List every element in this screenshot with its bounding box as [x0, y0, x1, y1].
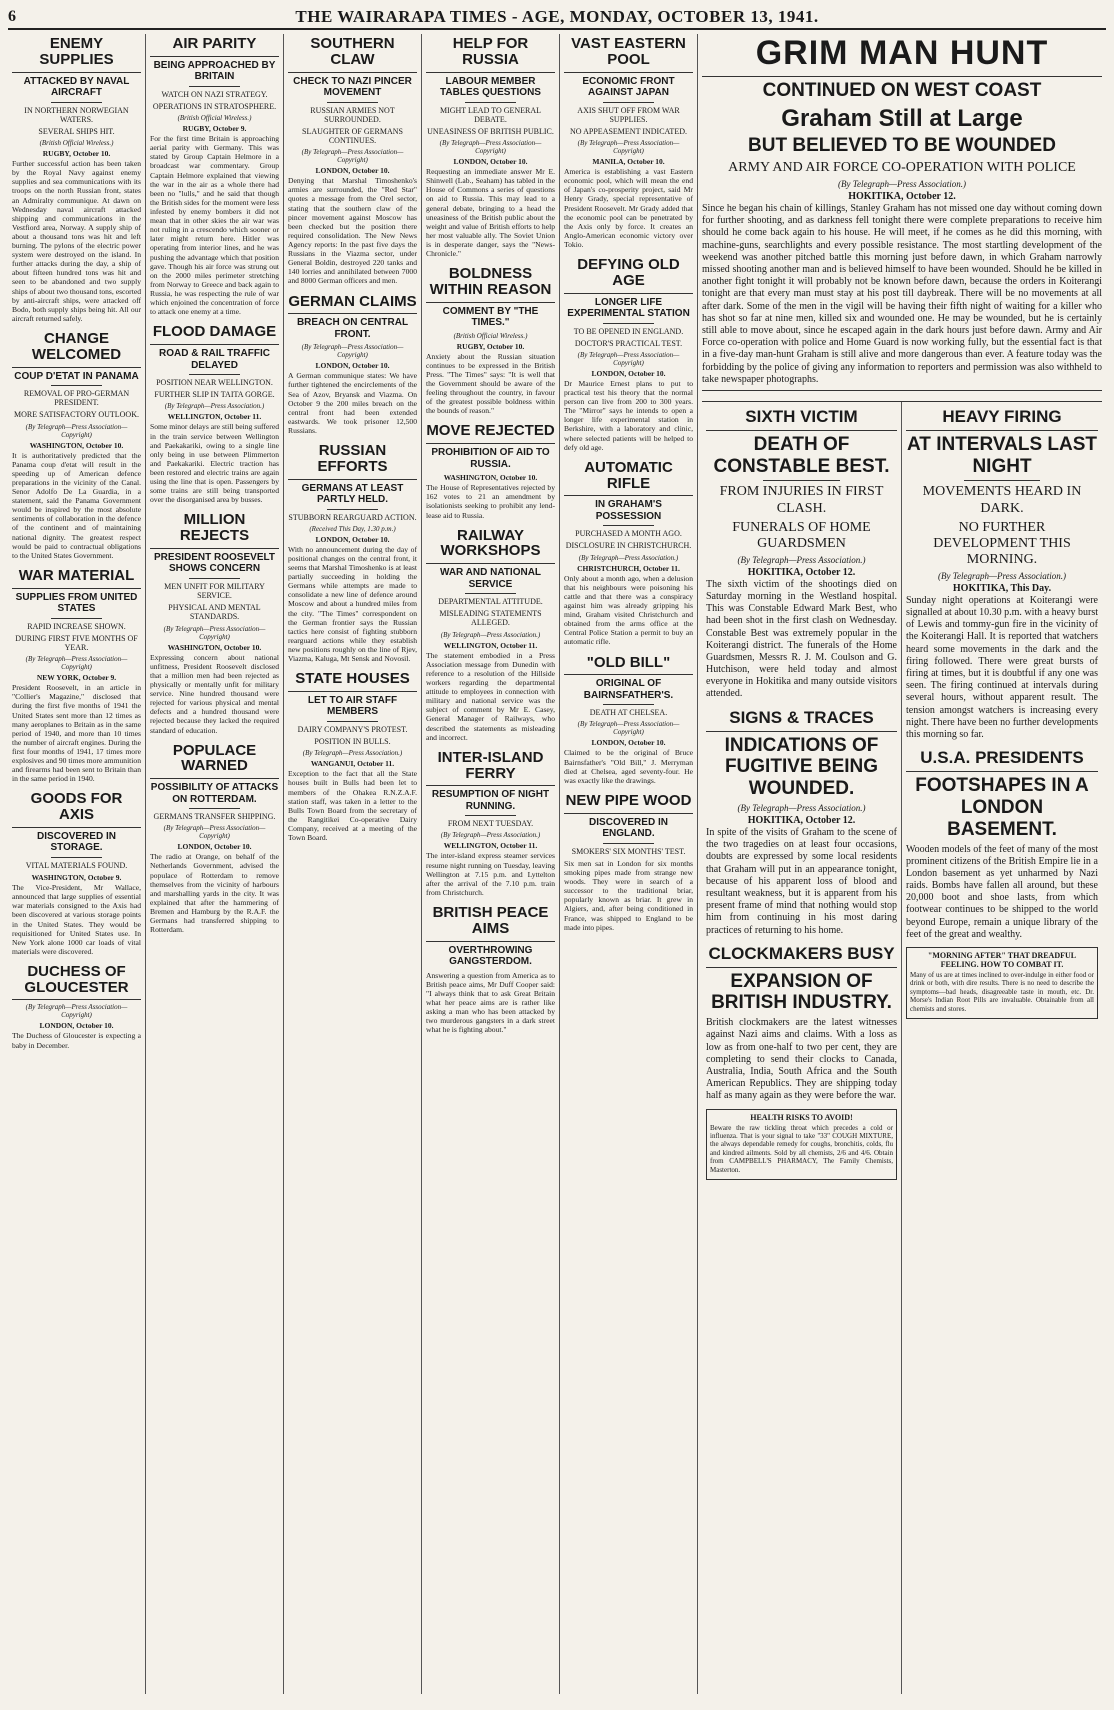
article-subheading: PURCHASED A MONTH AGO. — [575, 529, 682, 539]
article-credit: (By Telegraph—Press Association—Copyright) — [439, 139, 542, 156]
article-subheading: MISLEADING STATEMENTS ALLEGED. — [439, 609, 542, 628]
article-credit: (By Telegraph—Press Association—Copyright) — [163, 824, 266, 841]
article — [564, 653, 693, 785]
article-subheading: MIGHT LEAD TO GENERAL DEBATE. — [439, 105, 542, 124]
article-headline: RAILWAY WORKSHOPS — [426, 526, 555, 565]
article — [564, 255, 693, 452]
article-credit: (British Official Wireless.) — [39, 139, 114, 148]
article-dateline: LONDON, October 10. — [39, 1021, 114, 1031]
article — [12, 34, 141, 323]
article-subheading: FURTHER SLIP IN TAITA GORGE. — [154, 390, 275, 400]
divider — [51, 618, 103, 619]
lower-right-column — [902, 402, 1102, 1694]
article — [906, 406, 1098, 741]
article-headline: SOUTHERN CLAW — [288, 34, 417, 73]
article-subheading: POSSIBILITY OF ATTACKS ON ROTTERDAM. — [150, 782, 279, 805]
article-subheading: POSITION NEAR WELLINGTON. — [156, 378, 273, 388]
article-body: The radio at Orange, on behalf of the Netherlands Government, advised the populace of Rotterdam to remove themselves from the vicinity of harbours and marshalling yards in the city. It was explained that after the hammering of Bremen and Hamburg by the R.A.F. the Germans had transferred shipping to Rotterdam. — [150, 852, 279, 935]
article — [12, 566, 141, 784]
article — [150, 741, 279, 935]
article-subheading: FROM NEXT TUESDAY. — [447, 819, 534, 829]
article-dateline: WASHINGTON, October 9. — [31, 873, 122, 883]
lower-left-column — [702, 402, 902, 1694]
article-dateline: LONDON, October 10. — [315, 166, 390, 176]
article-subheading: WATCH ON NAZI STRATEGY. — [161, 89, 268, 99]
article — [564, 791, 693, 932]
article-subheading: PHYSICAL AND MENTAL STANDARDS. — [168, 603, 261, 622]
article-dateline: HOKITIKA, October 12. — [747, 815, 856, 827]
article — [564, 34, 693, 249]
divider — [763, 480, 839, 481]
article-headline: DUCHESS OF GLOUCESTER — [12, 962, 141, 1001]
article-dateline: HOKITIKA, October 12. — [848, 191, 956, 203]
article-body: The sixth victim of the shootings died on Saturday morning in the Westland hospital. This was Constable Edward Mark Best, who had been shot in the first clash on Wednesday. Constable Best was extremely popular in the Koiterangi district. The funerals of the Home Guardsmen, Messrs R. J. M. Coulson and G. Hutchison, were held today and almost everyone in Hokitika and many outside visitors attended. — [706, 578, 897, 700]
article-credit: (By Telegraph—Press Association—Copyright) — [577, 139, 680, 156]
article-subheading: UNEASINESS OF BRITISH PUBLIC. — [427, 126, 554, 136]
article-credit: (Received This Day, 1.30 p.m.) — [309, 524, 396, 533]
article-body: Dr Maurice Ernest plans to put to practical test his theory that the normal person can live from 200 to 300 years. The "Mirror" says he intends to open a longer life experimental station in Berkshire, with a laboratory and clinic, where selected patients will be helped to defy old age. — [564, 378, 693, 452]
article — [426, 526, 555, 742]
article-headline: GERMAN CLAIMS — [288, 292, 417, 315]
article-body: President Roosevelt, in an article in "Collier's Magazine," disclosed that during the first five months of 1941 the United States sent more than 12 times as many aeroplanes to Britain as in the same period of 1940, and more than 10 times the number of aircraft engines. During the first four months of 1941, 17 times more explosives and 90 times more ammunition and firearms had been sent to Britain than in the same period in 1940. — [12, 683, 141, 784]
article-body: The statement embodied in a Press Association message from Dunedin with reference to a resolution of the Hillside workers regarding the departmental attitude to employees in connection with military and national service was the subject of comment by Mr E. Casey, General Manager of Railways, who described the statements as misleading and incorrect. — [426, 650, 555, 742]
article-headline: AIR PARITY — [150, 34, 279, 57]
advertisement — [906, 947, 1098, 1019]
article-subheading: FROM INJURIES IN FIRST CLASH. — [719, 484, 884, 516]
article-dateline: RUGBY, October 10. — [42, 149, 111, 159]
article-subheading: ATTACKED BY NAVAL AIRCRAFT — [23, 75, 130, 98]
article-headline: SIGNS & TRACES — [706, 707, 897, 732]
article-credit: (By Telegraph—Press Association—Copyright) — [163, 624, 266, 641]
article-dateline: WASHINGTON, October 10. — [29, 440, 124, 450]
article-dateline: WELLINGTON, October 11. — [443, 841, 538, 851]
article-subheading: IN GRAHAM'S POSSESSION — [595, 499, 662, 522]
article-headline: POPULACE WARNED — [150, 741, 279, 780]
column-2 — [146, 34, 284, 1694]
article-headline: WAR MATERIAL — [12, 566, 141, 589]
article-headline: BOLDNESS WITHIN REASON — [426, 264, 555, 303]
article — [706, 707, 897, 937]
article-subheading: AT INTERVALS LAST NIGHT — [907, 433, 1097, 477]
article — [150, 510, 279, 734]
divider — [327, 509, 379, 510]
article-subheading: MEN UNFIT FOR MILITARY SERVICE. — [164, 581, 265, 601]
ad-text: Many of us are at times inclined to over-indulge in either food or drink or both, with dire results. There is no need to describe the symptoms—bad heads, disagreeable taste in mouth, etc. Dr. Morse's Indian Root Pills are invaluable. Obtainable from all chemists and stores. — [910, 971, 1094, 1013]
article-body: America is establishing a vast Eastern economic pool, which will mean the end of Japan's co-prosperity project, said Mr Henry Grady, special representative of President Roosevelt. Mr Grady added that the economic pool can be penetrated by the Axis only by force. It creates an Anglo-American economic victory over Tokio. — [564, 167, 693, 249]
article-subheading: SLAUGHTER OF GERMANS CONTINUES. — [302, 126, 403, 146]
article — [288, 292, 417, 436]
article-credit: (By Telegraph—Press Association—Copyright) — [301, 148, 404, 165]
article-subheading: DEATH AT CHELSEA. — [589, 708, 668, 718]
columns — [8, 34, 1106, 1694]
article-dateline: LONDON, October 10. — [591, 368, 666, 378]
article — [426, 748, 555, 897]
article — [288, 441, 417, 663]
article-credit: (By Telegraph—Press Association.) — [440, 630, 541, 639]
article-dateline: HOKITIKA, This Day. — [952, 582, 1052, 594]
divider — [189, 374, 241, 375]
divider — [51, 102, 103, 103]
article-subheading: DISCOVERED IN STORAGE. — [37, 830, 116, 854]
article — [564, 458, 693, 647]
article-credit: (By Telegraph—Press Association.) — [737, 803, 866, 814]
article — [426, 34, 555, 258]
article-subheading: DISCOVERED IN ENGLAND. — [589, 816, 668, 840]
divider — [327, 102, 379, 103]
article-headline: GRIM MAN HUNT — [702, 34, 1102, 77]
article-headline: U.S.A. PRESIDENTS — [906, 747, 1098, 772]
article-subheading: MORE SATISFACTORY OUTLOOK. — [14, 410, 139, 420]
column-4 — [422, 34, 560, 1694]
article-headline: VAST EASTERN POOL — [564, 34, 693, 73]
article-subheading: GERMANS AT LEAST PARTLY HELD. — [301, 482, 404, 506]
article-body: The Vice-President, Mr Wallace, announced that large supplies of essential war materials consigned to the Axis had been discovered at various storage points in the United States. They would be requisitioned for United States use. In New York alone 1000 car loads of vital materials were discovered. — [12, 883, 141, 956]
article-headline: CHANGE WELCOMED — [12, 329, 141, 368]
article-subheading: POSITION IN BULLS. — [314, 737, 391, 747]
article-subheading: FUNERALS OF HOME GUARDSMEN — [732, 519, 871, 551]
article-body: The inter-island express steamer services resume night running on Tuesday, leaving Wellington at 7.15 p.m. and Lyttelton after the arrival of the 7.10 p.m. train from Christchurch. — [426, 851, 555, 897]
article — [426, 903, 555, 1034]
article-subheading: RUSSIAN ARMIES NOT SURROUNDED. — [310, 105, 395, 124]
article-headline: NEW PIPE WOOD — [564, 791, 693, 814]
article-dateline: WELLINGTON, October 11. — [167, 412, 262, 422]
article-subheading: COUP D'ETAT IN PANAMA — [14, 370, 139, 382]
article-credit: (By Telegraph—Press Association—Copyright) — [25, 655, 128, 672]
column-3 — [284, 34, 422, 1694]
article-dateline: WELLINGTON, October 11. — [443, 640, 538, 650]
article-credit: (By Telegraph—Press Association—Copyright) — [301, 343, 404, 360]
article-dateline: LONDON, October 10. — [315, 534, 390, 544]
article-body: Claimed to be the original of Bruce Bairnsfather's "Old Bill," J. Merryman died at Chelsea, aged seventy-four. He was exactly like the drawings. — [564, 748, 693, 785]
divider — [51, 385, 103, 386]
advertisement — [706, 1109, 897, 1180]
article-subheading: OPERATIONS IN STRATOSPHERE. — [152, 101, 277, 111]
article-credit: (By Telegraph—Press Association.) — [737, 554, 866, 565]
article-body: Some minor delays are still being suffered in the train service between Wellington and Paekakariki, owing to a single line only being in use between Plimmerton and Paekakariki. Electric traction has been restored and electric trains are again using the line that is open. Passengers by some trains are still being transported over the disorganised area by busses. — [150, 422, 279, 505]
article-credit: (By Telegraph—Press Association.) — [938, 570, 1066, 581]
article-body: In spite of the visits of Graham to the scene of the two tragedies on at least four occasions, doubts are expressed by some local residents that Graham will put in an appearance tonight, because of his apparent loss of blood and resultant weakness, but it is apparent from his present frame of mind that nothing would stop him from continuing in his most daring practices of returning to his home. — [706, 827, 897, 936]
article-subheading: DISCLOSURE IN CHRISTCHURCH. — [565, 541, 692, 551]
article-credit: (By Telegraph—Press Association.) — [578, 553, 679, 562]
article — [288, 669, 417, 842]
article-subheading: STUBBORN REARGUARD ACTION. — [288, 512, 417, 522]
article-credit: (By Telegraph—Press Association—Copyright) — [577, 720, 680, 737]
divider — [189, 578, 241, 579]
article-credit: (British Official Wireless.) — [453, 331, 528, 340]
article-subheading: LET TO AIR STAFF MEMBERS — [307, 694, 398, 718]
article-subheading: DOCTOR'S PRACTICAL TEST. — [574, 338, 683, 348]
article-subheading: DEATH OF CONSTABLE BEST. — [713, 433, 890, 477]
divider — [327, 721, 379, 722]
article-subheading: DEPARTMENTAL ATTITUDE. — [438, 597, 543, 607]
article-subheading: PRESIDENT ROOSEVELT SHOWS CONCERN — [154, 551, 275, 575]
divider — [51, 857, 103, 858]
article — [426, 421, 555, 519]
ad-text: Beware the raw tickling throat which precedes a cold or influenza. That is your signal to take "33" COUGH MIXTURE, the always dependable remedy for coughs, bronchitis, colds, flu and kindred ailments. Sold by all chemists, 2/6 and 4/6. Obtain from CAMPBELL'S PHARMACY, The Family Chemists, Masterton. — [710, 1123, 893, 1174]
article-headline: DEFYING OLD AGE — [564, 255, 693, 294]
article-headline: HEAVY FIRING — [906, 406, 1098, 431]
article-body: The Duchess of Gloucester is expecting a baby in December. — [12, 1031, 141, 1050]
article-body: Answering a question from America as to British peace aims, Mr Duff Cooper said: "I always think that to ask Great Britain what her peace aims are is rather like asking a man who has been attacked by two murderous gangsters in a dark street what he is fighting about." — [426, 970, 555, 1035]
article-dateline: RUGBY, October 9. — [182, 124, 247, 134]
lead-article — [702, 34, 1102, 391]
article-headline: CLOCKMAKERS BUSY — [706, 943, 897, 968]
article-subheading: LABOUR MEMBER TABLES QUESTIONS — [440, 75, 541, 98]
article-credit: (By Telegraph—Press Association—Copyright) — [25, 1003, 128, 1020]
article-subheading: FOOTSHAPES IN A LONDON BASEMENT. — [915, 774, 1089, 840]
article-credit: (By Telegraph—Press Association—Copyright) — [25, 422, 128, 439]
article-subheading: SUPPLIES FROM UNITED STATES — [15, 591, 138, 615]
article-dateline: WASHINGTON, October 10. — [167, 642, 262, 652]
newspaper-page — [8, 6, 1106, 1696]
column-1 — [8, 34, 146, 1694]
article-subheading: ARMY AND AIR FORCE CO-OPERATION WITH POLICE — [728, 159, 1076, 175]
article-subheading: ORIGINAL OF BAIRNSFATHER'S. — [583, 678, 674, 701]
article-dateline: NEW YORK, October 9. — [36, 673, 117, 683]
article-headline: BRITISH PEACE AIMS — [426, 903, 555, 942]
article-dateline: RUGBY, October 10. — [456, 341, 525, 351]
article-body: Expressing concern about national unfitness, President Roosevelt disclosed that a million men had been rejected as physically or mentally unfit for military service. Nine hundred thousand were rejected for various physical and mental defects and a hundred thousand were rejected because they lacked the required standard of education. — [150, 652, 279, 735]
article-body: Denying that Marshal Timoshenko's armies are surrounded, the "Red Star" quotes a message from the Orel sector, stating that the southern claw of the pincer movement against Moscow has been checked but the position there required consolidation. The New News Agency reports: In the past five days the Russians in the Viazma sector, under General Boldin, destroyed 220 tanks and 140 lorries and annihilated between 7000 and 8000 German officers and men. — [288, 176, 417, 286]
column-5 — [560, 34, 698, 1694]
article — [426, 264, 555, 415]
article-body: The House of Representatives rejected by 162 votes to 21 an amendment by isolationists seeking to prohibit any lend-lease aid to Russia. — [426, 483, 555, 520]
article-body: Requesting an immediate answer Mr E. Shinwell (Lab., Seaham) has tabled in the House of Commons a series of questions on aid to Russia. This may lead to a general debate, bringing to a head the uneasiness of the British public about the weight and value of British efforts to help her most valuable ally. The Soviet Union is in desperate danger, says the "News-Chronicle." — [426, 167, 555, 259]
newspaper-title: THE WAIRARAPA TIMES - AGE, MONDAY, OCTOBER 13, 1941. — [295, 7, 819, 26]
article-dateline: LONDON, October 10. — [315, 361, 390, 371]
article-headline: INTER-ISLAND FERRY — [426, 748, 555, 787]
article-dateline: LONDON, October 10. — [453, 157, 528, 167]
divider — [603, 323, 655, 324]
article-credit: (By Telegraph—Press Association.) — [838, 179, 966, 190]
article-headline: AUTOMATIC RIFLE — [564, 458, 693, 497]
article-dateline: HOKITIKA, October 12. — [747, 566, 856, 578]
article-body: Exception to the fact that all the State houses built in Bulls had been let to members of the Ohakea R.N.Z.A.F. station staff, was taken in a letter to the Bulls Town Board from the secretary of the Rangitikei Co-operative Dairy Company, received at a meeting of the Town Board. — [288, 769, 417, 843]
article-body: Wooden models of the feet of many of the most prominent citizens of the British Empire lie in a London basement as yet unharmed by Nazi raids. Bombs have fallen all around, but these 20,000 boot and shoe lasts, from which footwear continues to be shipped to the world beyond Europe, remain a unique library of the feet of the great and wealthy. — [906, 843, 1098, 940]
article — [150, 34, 279, 316]
article-credit: (By Telegraph—Press Association.) — [440, 831, 541, 840]
article-subheading: NO APPEASEMENT INDICATED. — [570, 126, 687, 136]
article-subheading: TO BE OPENED IN ENGLAND. — [573, 326, 684, 336]
article-body: Only about a month ago, when a delusion that his neighbours were poisoning his cattle and that there was a conspiracy against him was already gripping his mind, Graham visited Christchurch and obtained from the arms office at the Central Police Station a permit to buy an automatic rifle. — [564, 573, 693, 647]
article-headline: RUSSIAN EFFORTS — [288, 441, 417, 480]
article-subheading: REMOVAL OF PRO-GERMAN PRESIDENT. — [23, 389, 130, 408]
article-subheading: NO FURTHER DEVELOPMENT THIS MORNING. — [933, 519, 1071, 567]
article-headline: GOODS FOR AXIS — [12, 789, 141, 828]
masthead — [8, 6, 1106, 30]
article-subheading: EXPANSION OF BRITISH INDUSTRY. — [711, 970, 892, 1014]
article — [706, 406, 897, 701]
article-credit: (By Telegraph—Press Association—Copyright) — [577, 350, 680, 367]
ad-heading: "MORNING AFTER" THAT DREADFUL FEELING. HOW TO COMBAT IT. — [927, 951, 1077, 969]
article-subheading: BREACH ON CENTRAL FRONT. — [296, 317, 409, 340]
article-subheading: AXIS SHUT OFF FROM WAR SUPPLIES. — [577, 105, 680, 124]
article-headline: MOVE REJECTED — [426, 421, 555, 444]
article-subheading: SMOKERS' SIX MONTHS' TEST. — [571, 846, 686, 856]
article-body: Since he began his chain of killings, Stanley Graham has not missed one day without coming down for further shooting, and as darkness fell tonight there were complete preparations to receive him should he come back again to his house. He will meet, if he comes as he did this morning, with machine-guns, searchlights and every possible resistance. The most startling development of the weekend was another pitched battle this morning just before dawn, in which Graham narrowly missed shooting another man and is believed himself to have been wounded. Should he be killed in another fight tonight it will probably not be known before dawn, because the orders in Koiterangi tonight are that every man must stay at his post till daybreak. There will be no movements at all after dark. Some of the men in the vigil will be having their fifth night of waiting for a killer who has shot so far at nine men, killed six and wounded one. He may be wounded, but he is certainly still able to move about, since he escaped again in the dark hours just before dawn. Army and Air Force co-operation with police and Home Guard is now working fully, but the essential fact is that in a five-day man-hunt Graham is still alive and more dangerous than ever. A feature today was the forbidding by the police of giving any information to reporters and permission was also withheld to take newspaper photographs. — [702, 203, 1102, 385]
divider — [603, 102, 655, 103]
article-headline: MILLION REJECTS — [150, 510, 279, 549]
article-body: Six men sat in London for six months smoking pipes made from strange new woods. They were in search of a successor to the traditional briar, popularly known as briar. It grew in Algiers, and, after being conditioned in France, was shipped to England to be made into pipes. — [564, 858, 693, 932]
article-body: Anxiety about the Russian situation continues to be expressed in the British Press. "The Times" says: "It is well that the Government should be aware of the feeling throughout the country, in favour of the greatest possible boldness within the bounds of reason." — [426, 351, 555, 416]
article-subheading: ROAD & RAIL TRAFFIC DELAYED — [159, 348, 270, 371]
article-subheading: BEING APPROACHED BY BRITAIN — [153, 59, 276, 83]
article-subheading: ECONOMIC FRONT AGAINST JAPAN — [582, 75, 675, 98]
article-credit: (By Telegraph—Press Association.) — [164, 402, 265, 411]
article-body: Further successful action has been taken by the Royal Navy against enemy supplies and sea communications with its troops on the north Russian front, states an Admiralty communique. At dawn on Wednesday naval aircraft attacked shipping and communications in the Vestfiord area, Norway. A supply ship of about a thousand tons was hit and left burning. The pylons of the electric power system were destroyed on the island. In further attacks during the day, a ship of about fifteen hundred tons was hit and seen to be abandoned and two supply ships of about two thousand tons, escorted by anti-aircraft ships, were attacked off Bodo, both supply ships being hit. All our aircraft returned safely. — [12, 159, 141, 323]
article-subheading: DURING FIRST FIVE MONTHS OF YEAR. — [15, 633, 138, 653]
article-subheading: Graham Still at Large — [781, 104, 1023, 132]
article-body: A German communique states: We have further tightened the encirclements of the Sea of Azov, Bryansk and Viazma. On October 9 the 200 miles breach on the central front had been extended eastwards. We took prisoner 12,500 Russians. — [288, 371, 417, 435]
article-subheading: DAIRY COMPANY'S PROTEST. — [297, 724, 408, 734]
divider — [603, 843, 655, 844]
article-headline: HELP FOR RUSSIA — [426, 34, 555, 73]
article — [706, 943, 897, 1103]
article-subheading: GERMANS TRANSFER SHIPPING. — [153, 812, 276, 822]
article-body: With no announcement during the day of positional changes on the central front, it seems that Marshal Timoshenko is at least partially succeeding in holding the Germans while attempts are made to consolidate a new line of defence around Moscow and about a hundred miles from the city. "The Times" correspondent on the German frontier says the Russian tactics here consist of fighting stubborn rearguard actions while they establish new positions roughly on the line of Rjev, Viazma, Kaluga, Mt Sensk and Novosil. — [288, 544, 417, 664]
article-dateline: WANGANUI, October 11. — [310, 759, 395, 769]
article-dateline: MANILA, October 10. — [592, 157, 665, 167]
article-subheading: CHECK TO NAZI PINCER MOVEMENT — [293, 75, 412, 98]
article-body: Sunday night operations at Koiterangi were signalled at about 10.30 p.m. with a heavy burst of Lewis and tommy-gun fire in the vicinity of the Koiterangi Hall. It is reported that watchers heard some movements in the dark and the firing followed. There were great bursts of firing at times, but it is doubtful if any one was seen. The firing continued at intervals during several hours, without apparent result. The tension amongst watchers is increasing every night. There have been no further developments this morning so far. — [906, 594, 1098, 740]
divider — [189, 86, 241, 87]
article-body: British clockmakers are the latest witnesses against Nazi aims and claims. With a loss as low as from one-half to two per cent, they are completing to send their clocks to Canada, Australia, India, South Africa and the South American Republics. They are shipping today half as many again as they were before the war. — [706, 1017, 897, 1102]
article — [12, 329, 141, 560]
article-dateline: CHRISTCHURCH, October 11. — [577, 563, 680, 573]
article — [12, 789, 141, 956]
article-subheading: INDICATIONS OF FUGITIVE BEING WOUNDED. — [724, 734, 879, 800]
article-headline: FLOOD DAMAGE — [150, 322, 279, 345]
article-subheading: MOVEMENTS HEARD IN DARK. — [922, 484, 1082, 516]
article-headline: ENEMY SUPPLIES — [12, 34, 141, 73]
ad-heading: HEALTH RISKS TO AVOID! — [750, 1112, 853, 1122]
article-subheading: COMMENT BY "THE TIMES." — [442, 305, 539, 329]
column-wide — [698, 34, 1106, 1694]
divider — [603, 704, 655, 705]
divider — [189, 808, 241, 809]
article-dateline: LONDON, October 10. — [591, 738, 666, 748]
article-dateline: LONDON, October 10. — [177, 842, 252, 852]
divider — [465, 102, 517, 103]
divider — [603, 525, 655, 526]
divider — [465, 815, 517, 816]
article — [12, 962, 141, 1050]
article-subheading: BUT BELIEVED TO BE WOUNDED — [748, 135, 1056, 157]
article-headline: SIXTH VICTIM — [706, 406, 897, 431]
article-body: It is authoritatively predicted that the Panama coup d'etat will result in the speeding up of American defence preparations in the vicinity of the Canal. Senor Adolfo De La Guardia, in a statement, said the Panama Government would be inspired by the most absolute sentiments of collaboration in the defence of the continent and of maintaining national dignity. The greatest respect would be paid to contractual obligations to the United States Government. — [12, 450, 141, 560]
divider — [964, 480, 1041, 481]
article-body: For the first time Britain is approaching aerial parity with Germany. This was stated by Group Captain Helmore in a broadcast war commentary. Group Captain Helmore explained that viewing the war in the air as a whole there had been no "lulls," and he said that though the British sides for the moment were less infested by enemy bombers it did not mean that in other skies the air war was not ruling in a crescendo which sooner or later might return here. Hitler was operating from interior lines, and he was pushing the advantage which that position gave. Though his air force was strung out on the 2000 miles perimeter stretching from Norway to Greece and back again to Russia, he was respecting the rule of war which enjoined the concentration of force to attack one enemy at a time. — [150, 134, 279, 317]
article-dateline: WASHINGTON, October 10. — [443, 473, 538, 483]
article-subheading: VITAL MATERIALS FOUND. — [25, 860, 128, 870]
article-credit: (By Telegraph—Press Association.) — [302, 749, 403, 758]
lower-wide-section — [702, 401, 1102, 1694]
article-subheading: RAPID INCREASE SHOWN. — [27, 621, 126, 631]
article — [906, 747, 1098, 941]
article-subheading: OVERTHROWING GANGSTERDOM. — [448, 944, 533, 967]
article-subheading: WAR AND NATIONAL SERVICE — [439, 567, 542, 590]
article-subheading: IN NORTHERN NORWEGIAN WATERS. — [24, 105, 129, 124]
article-subheading: LONGER LIFE EXPERIMENTAL STATION — [567, 296, 690, 320]
divider — [465, 593, 517, 594]
article-headline: STATE HOUSES — [288, 669, 417, 692]
article-subheading: CONTINUED ON WEST COAST — [762, 79, 1042, 101]
article — [150, 322, 279, 504]
article-subheading: RESUMPTION OF NIGHT RUNNING. — [431, 789, 550, 812]
page-number: 6 — [8, 8, 16, 25]
article-credit: (British Official Wireless.) — [177, 114, 252, 123]
article-subheading: SEVERAL SHIPS HIT. — [38, 126, 115, 136]
article-subheading: PROHIBITION OF AID TO RUSSIA. — [431, 447, 550, 470]
article-headline: "OLD BILL" — [564, 653, 693, 676]
article — [288, 34, 417, 286]
